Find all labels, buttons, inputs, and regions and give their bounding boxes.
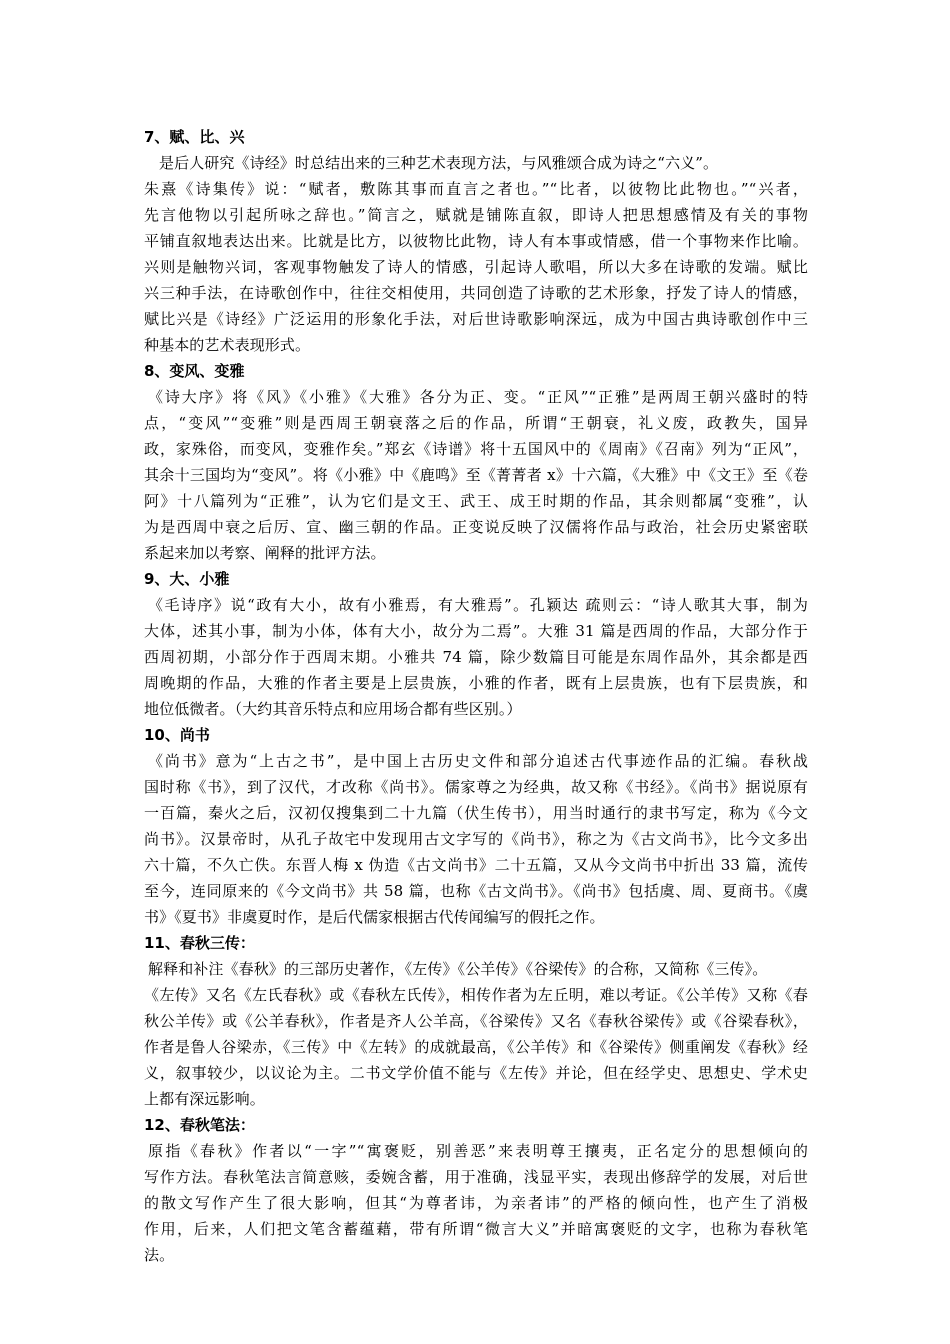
paragraph-line: 平铺直叙地表达出来。比就是比方，以彼物比此物，诗人有本事或情感，借一个事物来作比喻。	[144, 232, 808, 250]
paragraph-line: 至今，连同原来的《今文尚书》共 58 篇，也称《古文尚书》。《尚书》包括虞、周、夏商书。《虞	[144, 882, 808, 900]
paragraph-line: 作者是鲁人谷梁赤，《三传》中《左转》的成就最高，《公羊传》和《谷梁传》侧重阐发《春秋》经	[144, 1038, 808, 1056]
paragraph-line: 兴则是触物兴词，客观事物触发了诗人的情感，引起诗人歌唱，所以大多在诗歌的发端。赋比	[144, 258, 808, 276]
section-heading: 12、春秋笔法：	[144, 1116, 255, 1134]
section-heading: 8、变风、变雅	[144, 362, 245, 380]
section-heading: 10、尚书	[144, 726, 210, 744]
paragraph-line: 书》《夏书》非虞夏时作，是后代儒家根据古代传闻编写的假托之作。	[144, 908, 605, 926]
paragraph-line: 政，家殊俗，而变风，变雅作矣。”郑玄《诗谱》将十五国风中的《周南》《召南》列为“正风”，	[144, 440, 808, 458]
paragraph-line: 周晚期的作品，大雅的作者主要是上层贵族，小雅的作者，既有上层贵族，也有下层贵族，和	[144, 674, 808, 692]
paragraph-line: 其余十三国均为“变风”。将《小雅》中《鹿鸣》至《菁菁者 x》十六篇，《大雅》中《文王》至《卷	[144, 466, 808, 484]
document-page	[144, 124, 808, 1268]
paragraph-line: 朱熹《诗集传》说：“赋者，敷陈其事而直言之者也。”“比者，以彼物比此物也。”“兴者，	[144, 180, 808, 198]
paragraph-line: 法。	[144, 1246, 175, 1264]
paragraph-line: 地位低微者。（大约其音乐特点和应用场合都有些区别。）	[144, 700, 522, 718]
paragraph-line: 兴三种手法，在诗歌创作中，往往交相使用，共同创造了诗歌的艺术形象，抒发了诗人的情感，	[144, 284, 808, 302]
paragraph-line: 一百篇，秦火之后，汉初仅搜集到二十九篇（伏生传书），用当时通行的隶书写定，称为《今文	[144, 804, 808, 822]
section-bian-feng-bian-ya	[144, 358, 808, 566]
paragraph-line: 点，“变风”“变雅”则是西周王朝衰落之后的作品，所谓“王朝衰，礼义废，政教失，国异	[144, 414, 808, 432]
paragraph-line: 国时称《书》，到了汉代，才改称《尚书》。儒家尊之为经典，故又称《书经》。《尚书》据说原有	[144, 778, 808, 796]
paragraph-line: 大体，述其小事，制为小体，体有大小，故分为二焉”。大雅 31 篇是西周的作品，大部分作于	[144, 622, 808, 640]
section-heading: 9、大、小雅	[144, 570, 230, 588]
paragraph-line: 尚书》。汉景帝时，从孔子故宅中发现用古文字写的《尚书》，称之为《古文尚书》，比今文多出	[144, 830, 808, 848]
paragraph-line: 种基本的艺术表现形式。	[144, 336, 311, 354]
paragraph-line: 为是西周中衰之后厉、宣、幽三朝的作品。正变说反映了汉儒将作品与政治，社会历史紧密联	[144, 518, 808, 536]
paragraph-line: 写作方法。春秋笔法言简意赅，委婉含蓄，用于准确，浅显平实，表现出修辞学的发展，对后世	[144, 1168, 808, 1186]
paragraph-line: 《诗大序》将《风》《小雅》《大雅》各分为正、变。“正风”“正雅”是两周王朝兴盛时的特	[148, 388, 808, 406]
section-chun-qiu-san-zhuan	[144, 930, 808, 1112]
paragraph-line: 秋公羊传》或《公羊春秋》，作者是齐人公羊高，《谷梁传》又名《春秋谷梁传》或《谷梁春秋》，	[144, 1012, 808, 1030]
paragraph-line: 系起来加以考察、阐释的批评方法。	[144, 544, 386, 562]
paragraph-line: 《毛诗序》说“政有大小，故有小雅焉，有大雅焉”。孔颖达 疏则云：“诗人歌其大事，制为	[148, 596, 808, 614]
paragraph-line: 西周初期，小部分作于西周末期。小雅共 74 篇，除少数篇目可能是东周作品外，其余都是西	[144, 648, 808, 666]
paragraph-line: 解释和补注《春秋》的三部历史著作，《左传》《公羊传》《谷梁传》的合称，又简称《三传》。	[148, 960, 768, 978]
section-chun-qiu-bi-fa	[144, 1112, 808, 1268]
paragraph-line: 《尚书》意为“上古之书”，是中国上古历史文件和部分追述古代事迹作品的汇编。春秋战	[148, 752, 808, 770]
paragraph-line: 六十篇，不久亡佚。东晋人梅 x 伪造《古文尚书》二十五篇，又从今文尚书中折出 33 篇，流传	[144, 856, 808, 874]
paragraph-line: 《左传》又名《左氏春秋》或《春秋左氏传》，相传作者为左丘明，难以考证。《公羊传》又称《春	[144, 986, 808, 1004]
paragraph-line: 上都有深远影响。	[144, 1090, 265, 1108]
paragraph-line: 赋比兴是《诗经》广泛运用的形象化手法，对后世诗歌影响深远，成为中国古典诗歌创作中三	[144, 310, 808, 328]
paragraph-line: 是后人研究《诗经》时总结出来的三种艺术表现方法，与风雅颂合成为诗之“六义”。	[159, 154, 719, 172]
section-da-xiao-ya	[144, 566, 808, 722]
paragraph-line: 原指《春秋》作者以“一字”“寓褒贬，别善恶”来表明尊王攘夷，正名定分的思想倾向的	[148, 1142, 808, 1160]
paragraph-line: 先言他物以引起所咏之辞也。”简言之，赋就是铺陈直叙，即诗人把思想感情及有关的事物	[144, 206, 808, 224]
section-shang-shu	[144, 722, 808, 930]
paragraph-line: 作用，后来，人们把文笔含蓄蕴藉，带有所谓“微言大义”并暗寓褒贬的文字，也称为春秋笔	[144, 1220, 808, 1238]
section-heading: 7、赋、比、兴	[144, 128, 245, 146]
section-fu-bi-xing	[144, 124, 808, 358]
paragraph-line: 的散文写作产生了很大影响，但其“为尊者讳，为亲者讳”的严格的倾向性，也产生了消极	[144, 1194, 808, 1212]
paragraph-line: 阿》十八篇列为“正雅”，认为它们是文王、武王、成王时期的作品，其余则都属“变雅”，认	[144, 492, 808, 510]
section-heading: 11、春秋三传：	[144, 934, 255, 952]
paragraph-line: 义，叙事较少，以议论为主。二书文学价值不能与《左传》并论，但在经学史、思想史、学术史	[144, 1064, 808, 1082]
